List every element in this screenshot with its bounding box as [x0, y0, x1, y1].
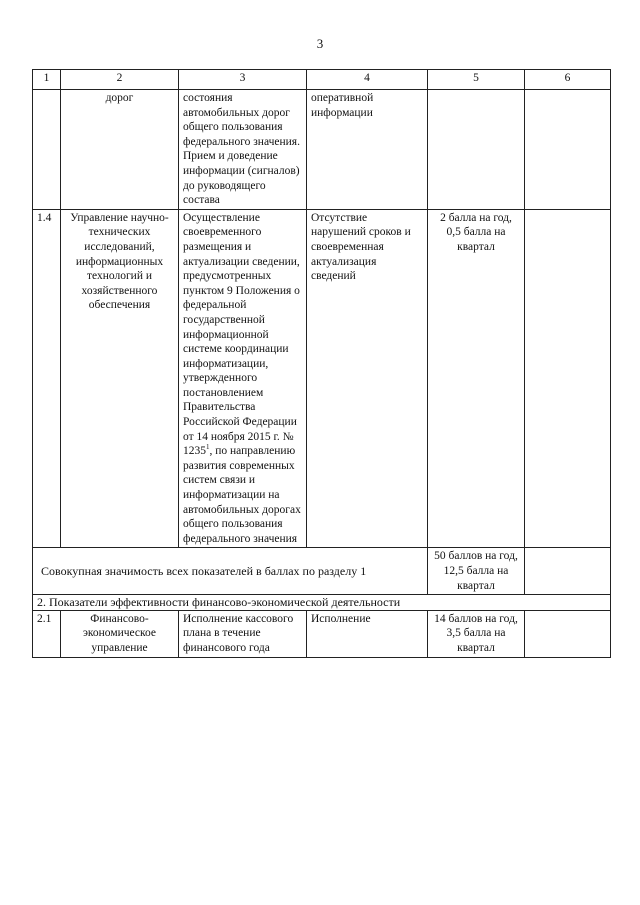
section-2-title: 2. Показатели эффективности финансово-экономической деятельности — [33, 595, 611, 611]
total-row — [33, 548, 611, 595]
description-cell: Исполнение кассового плана в течение финансового года — [179, 610, 307, 657]
unit-cell: Управление научно-технических исследований, информационных технологий и хозяйственного обеспечения — [61, 209, 179, 548]
unit-cell: Финансово-экономическое управление — [61, 610, 179, 657]
note-cell — [525, 209, 611, 548]
criterion-cell: Отсутствие нарушений сроков и своевременная актуализация сведений — [307, 209, 428, 548]
col-number-3: 3 — [179, 70, 307, 90]
col-number-4: 4 — [307, 70, 428, 90]
score-cell: 2 балла на год, 0,5 балла на квартал — [428, 209, 525, 548]
note-cell — [525, 90, 611, 210]
col-number-6: 6 — [525, 70, 611, 90]
col-number-1: 1 — [33, 70, 61, 90]
page-number: 3 — [316, 36, 324, 51]
score-cell — [428, 90, 525, 210]
column-number-row — [33, 70, 611, 90]
row-number-cell: 2.1 — [33, 610, 61, 657]
note-cell — [525, 610, 611, 657]
table-row-1-4 — [33, 209, 611, 548]
note-cell — [525, 548, 611, 595]
row-number-cell — [33, 90, 61, 210]
col-number-2: 2 — [61, 70, 179, 90]
criterion-cell: Исполнение — [307, 610, 428, 657]
total-label: Совокупная значимость всех показателей в баллах по разделу 1 — [33, 548, 428, 595]
description-cell — [179, 209, 307, 548]
section-heading-row — [33, 595, 611, 611]
footnote-mark: 1 — [206, 443, 210, 452]
score-cell: 14 баллов на год, 3,5 балла на квартал — [428, 610, 525, 657]
table-row-2-1 — [33, 610, 611, 657]
description-text: Осуществление своевременного размещения и актуализации сведении, предусмотренных пунктом 9 Положения о федеральной государственной информационной системе координации информатизации, утвержденного постановлением Правительства Российской Федерации от 14 ноября 2015 г. № 1235 — [183, 211, 300, 458]
col-number-5: 5 — [428, 70, 525, 90]
description-text-cont: , по направлению развития современных систем связи и информатизации на автомобильных дорогах общего пользования федерального значения — [183, 445, 301, 545]
description-cell: состояния автомобильных дорог общего пользования федерального значения. Прием и доведение информации (сигналов) до руководящего состава — [179, 90, 307, 210]
criterion-cell: оперативной информации — [307, 90, 428, 210]
table-row-continued — [33, 90, 611, 210]
indicators-table — [32, 69, 611, 658]
row-number-cell: 1.4 — [33, 209, 61, 548]
total-score: 50 баллов на год, 12,5 балла на квартал — [428, 548, 525, 595]
unit-cell: дорог — [61, 90, 179, 210]
